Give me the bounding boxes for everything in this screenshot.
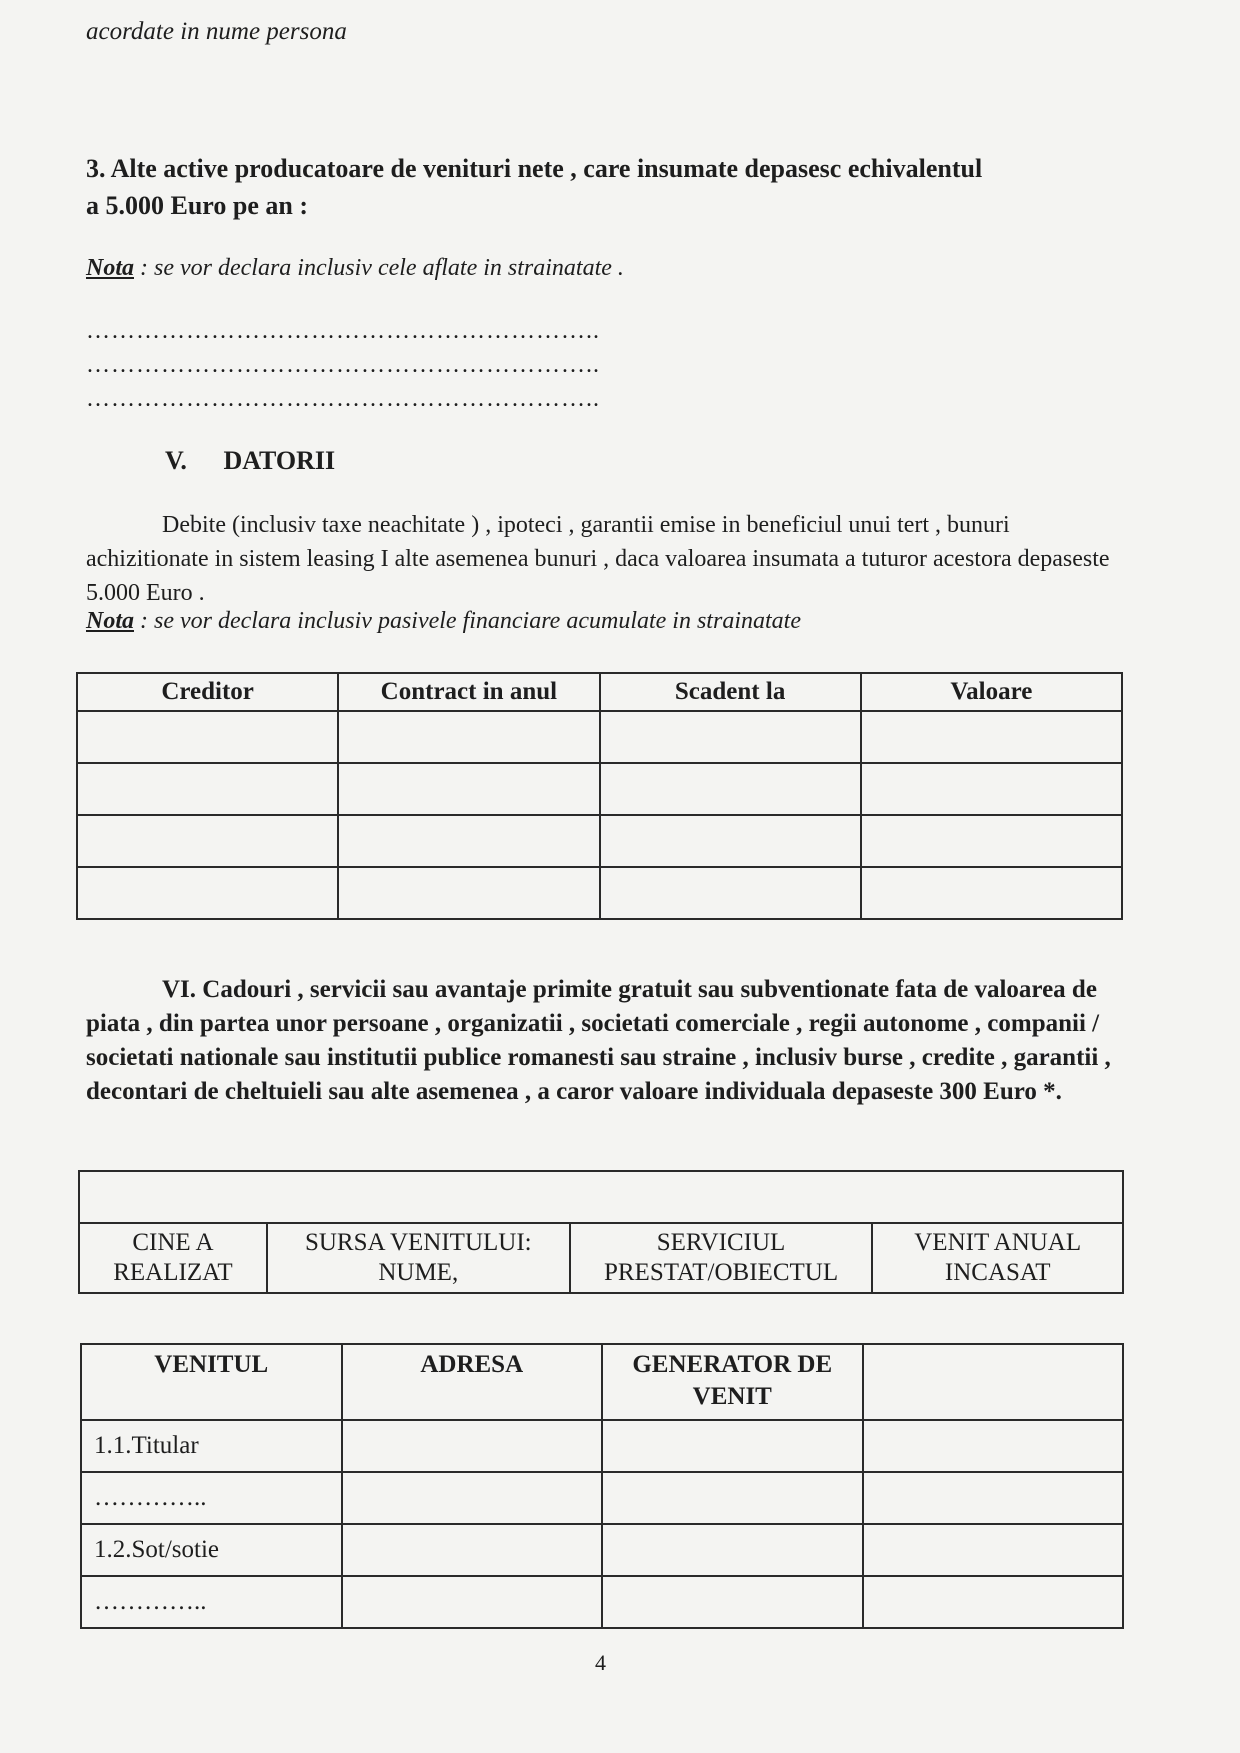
header-income-generator — [602, 1344, 863, 1420]
table-row — [81, 1420, 1123, 1472]
income-table-header-row — [81, 1344, 1123, 1420]
debts-table — [76, 672, 1123, 920]
header-line: SERVICIUL — [656, 1229, 786, 1256]
gifts-table-header-row — [79, 1223, 1123, 1293]
table-cell[interactable] — [863, 1472, 1124, 1524]
table-cell[interactable] — [863, 1524, 1124, 1576]
table-cell[interactable] — [861, 711, 1122, 763]
note-label: Nota — [86, 255, 134, 281]
table-row — [81, 1472, 1123, 1524]
section-3-title-line-1: 3. Alte active producatoare de venituri nete , care insumate depasesc echivalentul — [86, 154, 983, 183]
table-cell[interactable] — [77, 867, 338, 919]
table-cell[interactable] — [600, 763, 861, 815]
section-v-heading: DATORII — [223, 446, 336, 475]
header-line: REALIZAT — [113, 1259, 233, 1286]
table-cell[interactable] — [861, 763, 1122, 815]
table-cell[interactable] — [342, 1576, 603, 1628]
header-line: VENITUL — [154, 1351, 269, 1378]
table-row — [77, 763, 1122, 815]
table-cell[interactable] — [77, 711, 338, 763]
note-text: : se vor declara inclusiv pasivele financiare acumulate in strainatate — [134, 608, 801, 634]
note-label: Nota — [86, 608, 134, 634]
gifts-table — [78, 1170, 1124, 1294]
table-cell[interactable] — [342, 1472, 603, 1524]
table-cell[interactable] — [77, 763, 338, 815]
header-income — [81, 1344, 342, 1420]
table-row — [77, 711, 1122, 763]
debts-note — [86, 608, 801, 635]
dotted-fill-line: …………………………………………………….. — [86, 386, 600, 412]
row-label: 1.2.Sot/sotie — [81, 1524, 342, 1576]
table-row — [81, 1576, 1123, 1628]
header-address — [342, 1344, 603, 1420]
table-cell[interactable] — [861, 815, 1122, 867]
section-3-note — [86, 255, 624, 282]
note-text: : se vor declara inclusiv cele aflate in strainatate . — [134, 255, 624, 281]
debts-table-header-row — [77, 673, 1122, 711]
header-income-source — [267, 1223, 570, 1293]
table-cell[interactable] — [600, 711, 861, 763]
table-cell[interactable] — [863, 1420, 1124, 1472]
table-cell[interactable] — [602, 1524, 863, 1576]
table-cell[interactable] — [77, 815, 338, 867]
header-continuation-text: acordate in nume persona — [86, 18, 347, 45]
table-row — [79, 1171, 1123, 1223]
header-contract-year: Contract in anul — [338, 673, 599, 711]
section-vi-paragraph: VI. Cadouri , servicii sau avantaje primite gratuit sau subventionate fata de valoarea de piata , din partea unor persoane , organizatii , societati comerciale , regii autonome , companii / societati nationale sau institutii publice romanesti sau straine , inclusiv burse , credite , garantii , decontari de cheltuieli sau alte asemenea , a caror valoare individuala depaseste 300 Euro *. — [86, 976, 1111, 1105]
dotted-fill-line: …………………………………………………….. — [86, 352, 600, 378]
header-line: ADRESA — [420, 1351, 524, 1378]
table-cell[interactable] — [338, 867, 599, 919]
table-cell[interactable] — [338, 711, 599, 763]
page-number: 4 — [595, 1650, 606, 1675]
table-cell[interactable] — [600, 815, 861, 867]
table-cell[interactable] — [342, 1524, 603, 1576]
header-line: CINE A — [132, 1229, 214, 1256]
header-line: PRESTAT/OBIECTUL — [603, 1259, 839, 1286]
table-cell[interactable] — [342, 1420, 603, 1472]
section-v-number: V. — [165, 446, 187, 475]
header-who-realized — [79, 1223, 267, 1293]
header-line: NUME, — [378, 1259, 459, 1286]
header-value: Valoare — [861, 673, 1122, 711]
table-cell[interactable] — [602, 1576, 863, 1628]
row-label: ………….. — [81, 1472, 342, 1524]
dotted-fill-line: …………………………………………………….. — [86, 318, 600, 344]
header-line: VENIT — [692, 1383, 772, 1410]
table-row — [81, 1524, 1123, 1576]
header-line: SURSA VENITULUI: — [304, 1229, 532, 1256]
section-3-title-line-2: a 5.000 Euro pe an : — [86, 191, 308, 220]
row-label: ………….. — [81, 1576, 342, 1628]
header-creditor: Creditor — [77, 673, 338, 711]
table-cell[interactable] — [338, 763, 599, 815]
table-row — [77, 815, 1122, 867]
gifts-table-blank-row[interactable] — [79, 1171, 1123, 1223]
header-annual-income — [872, 1223, 1123, 1293]
table-cell[interactable] — [602, 1420, 863, 1472]
income-table — [80, 1343, 1124, 1629]
section-v-title — [165, 446, 335, 476]
header-service-object — [570, 1223, 873, 1293]
section-3-title — [86, 150, 1136, 224]
header-line: INCASAT — [944, 1259, 1051, 1286]
header-due-date: Scadent la — [600, 673, 861, 711]
table-cell[interactable] — [863, 1576, 1124, 1628]
header-empty — [863, 1344, 1124, 1420]
table-cell[interactable] — [861, 867, 1122, 919]
table-cell[interactable] — [602, 1472, 863, 1524]
table-row — [77, 867, 1122, 919]
row-label: 1.1.Titular — [81, 1420, 342, 1472]
header-line: VENIT ANUAL — [914, 1229, 1082, 1256]
header-line: GENERATOR DE — [632, 1351, 833, 1378]
table-cell[interactable] — [338, 815, 599, 867]
table-cell[interactable] — [600, 867, 861, 919]
debts-paragraph: Debite (inclusiv taxe neachitate ) , ipoteci , garantii emise in beneficiul unui tert , bunuri achizitionate in sistem leasing I alte asemenea bunuri , daca valoarea insumata a tuturor acestora depaseste 5.000 Euro . — [86, 512, 1110, 606]
